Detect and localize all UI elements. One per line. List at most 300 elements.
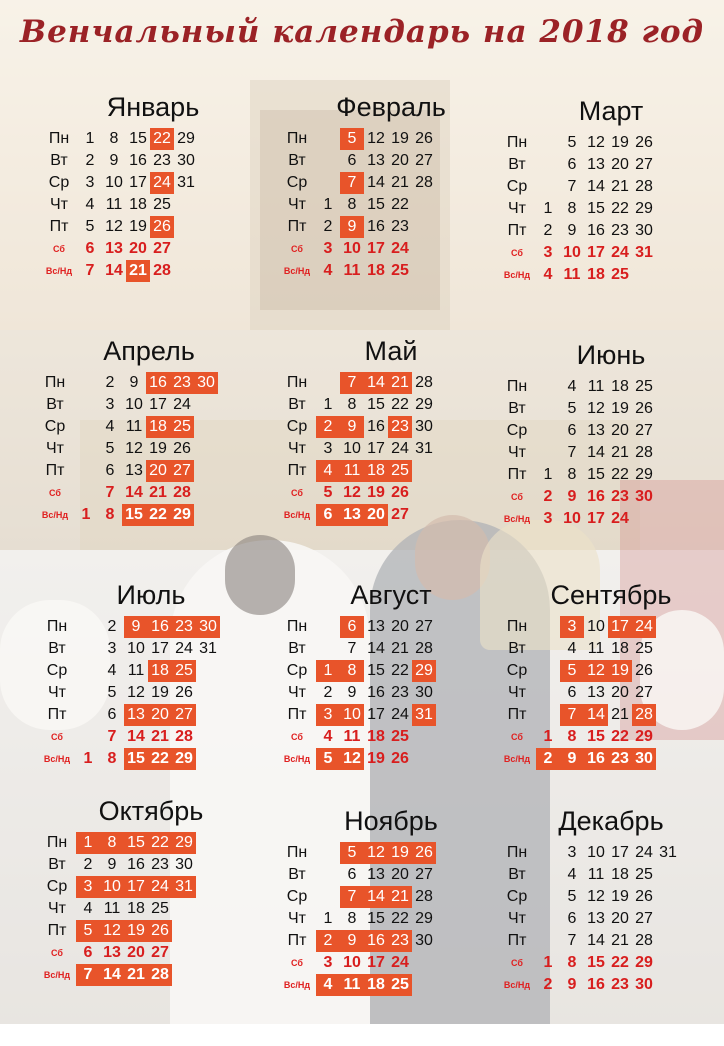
wedding-day-cell: 12 [340,748,364,770]
day-cell: 26 [173,440,191,457]
weekday-label: Ср [46,662,68,679]
weekday-label: Пн [48,130,70,147]
day-cell: 2 [543,488,553,505]
weekday-row [498,508,724,530]
day-cell: 14 [587,932,605,949]
weekday-row [36,372,262,394]
weekday-label: Вс/Нд [43,754,71,764]
weekday-row [498,886,724,908]
weekday-label: Ср [506,178,528,195]
day-cell: 12 [587,134,605,151]
day-cell: 21 [149,484,167,501]
weekday-label: Вт [48,856,66,873]
weekday-label: Пн [46,618,68,635]
day-cell: 4 [567,378,577,395]
day-cell: 8 [347,910,357,927]
day-cell: 25 [635,866,653,883]
day-cell: 27 [151,944,169,961]
weekday-row [38,638,264,660]
day-cell: 28 [415,374,433,391]
month-10 [38,796,264,1036]
wedding-day-cell: 13 [124,704,148,726]
wedding-day-cell: 6 [316,504,340,526]
day-cell: 1 [543,200,553,217]
day-cell: 11 [103,900,121,917]
weekday-label: Чт [508,910,526,927]
month-name: Июль [116,580,186,610]
wedding-day-cell: 21 [388,372,412,394]
weekday-label: Пн [286,374,308,391]
day-cell: 25 [635,378,653,395]
weekday-label: Вс/Нд [503,514,531,524]
day-cell: 7 [85,262,95,279]
weekday-label: Вт [508,400,526,417]
wedding-day-cell: 15 [124,748,148,770]
wedding-day-cell: 26 [412,842,436,864]
weekday-row [498,842,724,864]
wedding-day-cell: 29 [412,660,436,682]
wedding-day-cell: 7 [76,964,100,986]
wedding-day-cell: 27 [170,460,194,482]
weekday-label: Сб [53,244,65,254]
day-cell: 19 [151,684,169,701]
day-cell: 2 [543,976,553,993]
day-cell: 2 [107,618,117,635]
weekday-label: Чт [288,910,306,927]
day-cell: 25 [611,266,629,283]
day-cell: 18 [367,262,385,279]
month-name: Февраль [336,92,446,122]
day-cell: 12 [125,440,143,457]
day-cell: 15 [367,910,385,927]
day-cell: 28 [415,640,433,657]
weekday-label: Сб [291,958,303,968]
day-cell: 17 [587,510,605,527]
weekday-label: Ср [506,662,528,679]
day-cell: 15 [367,662,385,679]
wedding-day-cell: 12 [100,920,124,942]
wedding-day-cell: 9 [124,616,148,638]
day-cell: 1 [323,910,333,927]
weekday-row [36,416,262,438]
day-cell: 2 [543,222,553,239]
weekday-row [278,504,504,526]
day-cell: 13 [587,156,605,173]
weekday-label: Вт [508,640,526,657]
month-days-grid [36,372,262,526]
wedding-day-cell: 13 [340,504,364,526]
weekday-row [278,372,504,394]
wedding-day-cell: 1 [76,832,100,854]
day-cell: 23 [391,218,409,235]
day-cell: 23 [611,222,629,239]
month-name: Март [578,96,644,126]
weekday-label: Чт [288,196,306,213]
wedding-day-cell: 23 [170,372,194,394]
wedding-day-cell: 15 [122,504,146,526]
day-cell: 31 [199,640,217,657]
day-cell: 18 [127,900,145,917]
day-cell: 6 [567,156,577,173]
wedding-day-cell: 21 [126,260,150,282]
wedding-day-cell: 1 [316,660,340,682]
wedding-day-cell: 16 [364,930,388,952]
day-cell: 13 [587,684,605,701]
weekday-label: Вс/Нд [503,270,531,280]
weekday-label: Сб [511,248,523,258]
weekday-row [498,748,724,770]
day-cell: 11 [127,662,145,679]
day-cell: 12 [105,218,123,235]
month-name: Апрель [103,336,195,366]
weekday-row [498,154,724,176]
day-cell: 7 [567,932,577,949]
day-cell: 4 [83,900,93,917]
day-cell: 29 [635,200,653,217]
day-cell: 6 [567,422,577,439]
weekday-label: Пт [287,706,307,723]
day-cell: 17 [367,240,385,257]
day-cell: 4 [567,866,577,883]
day-cell: 22 [611,954,629,971]
weekday-label: Вт [288,152,306,169]
month-days-grid [278,842,504,996]
day-cell: 10 [587,618,605,635]
wedding-day-cell: 29 [172,832,196,854]
day-cell: 22 [611,728,629,745]
weekday-row [278,128,504,150]
wedding-day-cell: 26 [150,216,174,238]
day-cell: 13 [105,240,123,257]
wedding-day-cell: 12 [364,842,388,864]
day-cell: 3 [85,174,95,191]
day-cell: 13 [587,422,605,439]
wedding-day-cell: 12 [584,660,608,682]
month-name: Май [364,336,418,366]
day-cell: 22 [391,662,409,679]
weekday-row [40,238,266,260]
day-cell: 22 [391,196,409,213]
day-cell: 18 [611,866,629,883]
day-cell: 24 [173,396,191,413]
weekday-label: Сб [291,244,303,254]
weekday-label: Пт [287,462,307,479]
weekday-row [278,748,504,770]
day-cell: 31 [659,844,677,861]
day-cell: 31 [635,244,653,261]
day-cell: 15 [587,954,605,971]
weekday-label: Вс/Нд [503,754,531,764]
day-cell: 26 [391,750,409,767]
day-cell: 24 [391,706,409,723]
day-cell: 13 [587,910,605,927]
day-cell: 6 [347,866,357,883]
weekday-label: Пт [507,466,527,483]
day-cell: 10 [563,244,581,261]
day-cell: 8 [567,200,577,217]
day-cell: 21 [611,444,629,461]
day-cell: 10 [105,174,123,191]
weekday-row [278,438,504,460]
weekday-row [38,616,264,638]
month-days-grid [278,128,504,282]
weekday-label: Вс/Нд [45,266,73,276]
weekday-label: Пн [286,618,308,635]
day-cell: 16 [587,222,605,239]
month-11 [278,806,504,1046]
wedding-day-cell: 5 [340,842,364,864]
day-cell: 29 [635,466,653,483]
day-cell: 3 [543,510,553,527]
weekday-row [38,726,264,748]
wedding-day-cell: 20 [146,460,170,482]
day-cell: 4 [107,662,117,679]
day-cell: 5 [567,400,577,417]
wedding-day-cell: 21 [388,886,412,908]
day-cell: 11 [343,728,361,745]
weekday-label: Вт [48,640,66,657]
month-name: Август [350,580,432,610]
day-cell: 23 [151,856,169,873]
wedding-day-cell: 5 [76,920,100,942]
wedding-day-cell: 22 [148,832,172,854]
day-cell: 18 [367,728,385,745]
day-cell: 22 [611,466,629,483]
month-9 [498,580,724,820]
weekday-row [36,460,262,482]
weekday-label: Сб [291,732,303,742]
wedding-day-cell: 5 [316,748,340,770]
day-cell: 19 [367,484,385,501]
day-cell: 3 [323,240,333,257]
wedding-day-cell: 3 [76,876,100,898]
day-cell: 20 [611,422,629,439]
weekday-row [278,908,504,930]
day-cell: 23 [611,976,629,993]
month-days-grid [498,616,724,770]
wedding-day-cell: 9 [340,416,364,438]
wedding-day-cell: 22 [150,128,174,150]
month-name: Декабрь [558,806,664,836]
weekday-label: Пт [45,462,65,479]
weekday-label: Вс/Нд [283,266,311,276]
day-cell: 2 [85,152,95,169]
day-cell: 12 [127,684,145,701]
day-cell: 4 [85,196,95,213]
weekday-row [278,726,504,748]
weekday-row [498,660,724,682]
wedding-day-cell: 19 [388,842,412,864]
weekday-label: Чт [508,444,526,461]
day-cell: 30 [415,684,433,701]
wedding-day-cell: 14 [364,372,388,394]
wedding-day-cell: 31 [412,704,436,726]
weekday-row [498,682,724,704]
weekday-row [40,150,266,172]
weekday-row [278,886,504,908]
day-cell: 27 [635,684,653,701]
day-cell: 5 [323,484,333,501]
day-cell: 5 [567,888,577,905]
weekday-row [278,238,504,260]
day-cell: 25 [635,640,653,657]
day-cell: 1 [543,954,553,971]
weekday-row [498,908,724,930]
day-cell: 28 [415,174,433,191]
wedding-day-cell: 9 [340,216,364,238]
wedding-day-cell: 9 [340,930,364,952]
day-cell: 13 [367,866,385,883]
day-cell: 8 [567,466,577,483]
day-cell: 4 [543,266,553,283]
day-cell: 24 [391,440,409,457]
day-cell: 24 [391,954,409,971]
weekday-label: Ср [286,662,308,679]
weekday-label: Сб [49,488,61,498]
day-cell: 24 [635,844,653,861]
day-cell: 8 [567,728,577,745]
day-cell: 27 [415,618,433,635]
weekday-row [38,942,264,964]
month-name: Сентябрь [550,580,672,610]
weekday-label: Пт [49,218,69,235]
weekday-label: Вт [288,866,306,883]
month-name: Июнь [576,340,646,370]
day-cell: 20 [127,944,145,961]
day-cell: 21 [151,728,169,745]
weekday-row [38,660,264,682]
wedding-day-cell: 8 [100,832,124,854]
month-2 [278,92,504,332]
day-cell: 18 [129,196,147,213]
wedding-day-cell: 2 [316,416,340,438]
wedding-day-cell: 7 [560,704,584,726]
day-cell: 29 [415,396,433,413]
wedding-day-cell: 11 [340,974,364,996]
day-cell: 18 [611,640,629,657]
wedding-day-cell: 19 [124,920,148,942]
month-5 [278,336,504,576]
weekday-label: Сб [51,948,63,958]
day-cell: 7 [567,444,577,461]
wedding-day-cell: 27 [172,704,196,726]
weekday-row [278,616,504,638]
day-cell: 6 [567,684,577,701]
weekday-label: Вс/Нд [41,510,69,520]
weekday-label: Ср [48,174,70,191]
weekday-label: Ср [506,422,528,439]
day-cell: 4 [323,728,333,745]
weekday-row [40,260,266,282]
day-cell: 19 [149,440,167,457]
wedding-day-cell: 7 [340,372,364,394]
day-cell: 13 [103,944,121,961]
weekday-label: Пт [287,218,307,235]
day-cell: 11 [105,196,123,213]
day-cell: 24 [391,240,409,257]
day-cell: 6 [567,910,577,927]
weekday-label: Вс/Нд [503,980,531,990]
weekday-row [40,128,266,150]
day-cell: 3 [323,440,333,457]
wedding-day-cell: 10 [100,876,124,898]
day-cell: 23 [153,152,171,169]
weekday-label: Ср [506,888,528,905]
day-cell: 17 [129,174,147,191]
month-3 [498,96,724,336]
month-8 [278,580,504,820]
day-cell: 25 [391,262,409,279]
wedding-day-cell: 10 [340,704,364,726]
day-cell: 2 [323,684,333,701]
wedding-day-cell: 16 [584,748,608,770]
day-cell: 9 [107,856,117,873]
day-cell: 20 [129,240,147,257]
day-cell: 21 [391,174,409,191]
day-cell: 10 [125,396,143,413]
weekday-row [278,974,504,996]
day-cell: 14 [105,262,123,279]
weekday-row [278,638,504,660]
day-cell: 16 [367,684,385,701]
day-cell: 7 [107,728,117,745]
day-cell: 21 [611,178,629,195]
day-cell: 9 [567,976,577,993]
wedding-day-cell: 4 [316,460,340,482]
wedding-day-cell: 18 [146,416,170,438]
wedding-day-cell: 2 [536,748,560,770]
wedding-day-cell: 30 [196,616,220,638]
weekday-row [278,482,504,504]
wedding-day-cell: 23 [172,616,196,638]
weekday-label: Вт [288,396,306,413]
weekday-label: Ср [286,888,308,905]
weekday-label: Чт [288,684,306,701]
day-cell: 17 [587,244,605,261]
day-cell: 5 [85,218,95,235]
weekday-row [498,442,724,464]
day-cell: 28 [635,178,653,195]
weekday-row [38,898,264,920]
day-cell: 11 [125,418,143,435]
weekday-label: Ср [286,418,308,435]
day-cell: 15 [587,728,605,745]
day-cell: 25 [153,196,171,213]
weekday-row [36,504,262,526]
weekday-label: Вс/Нд [283,510,311,520]
wedding-day-cell: 19 [608,660,632,682]
day-cell: 13 [367,152,385,169]
day-cell: 4 [105,418,115,435]
weekday-row [498,242,724,264]
day-cell: 9 [109,152,119,169]
day-cell: 1 [85,130,95,147]
day-cell: 30 [415,932,433,949]
weekday-row [36,482,262,504]
day-cell: 24 [611,244,629,261]
weekday-row [38,876,264,898]
weekday-row [38,704,264,726]
day-cell: 15 [129,130,147,147]
day-cell: 30 [635,222,653,239]
wedding-day-cell: 24 [148,876,172,898]
day-cell: 14 [127,728,145,745]
weekday-row [278,952,504,974]
wedding-day-cell: 7 [340,172,364,194]
day-cell: 17 [149,396,167,413]
day-cell: 19 [611,400,629,417]
weekday-label: Чт [46,440,64,457]
